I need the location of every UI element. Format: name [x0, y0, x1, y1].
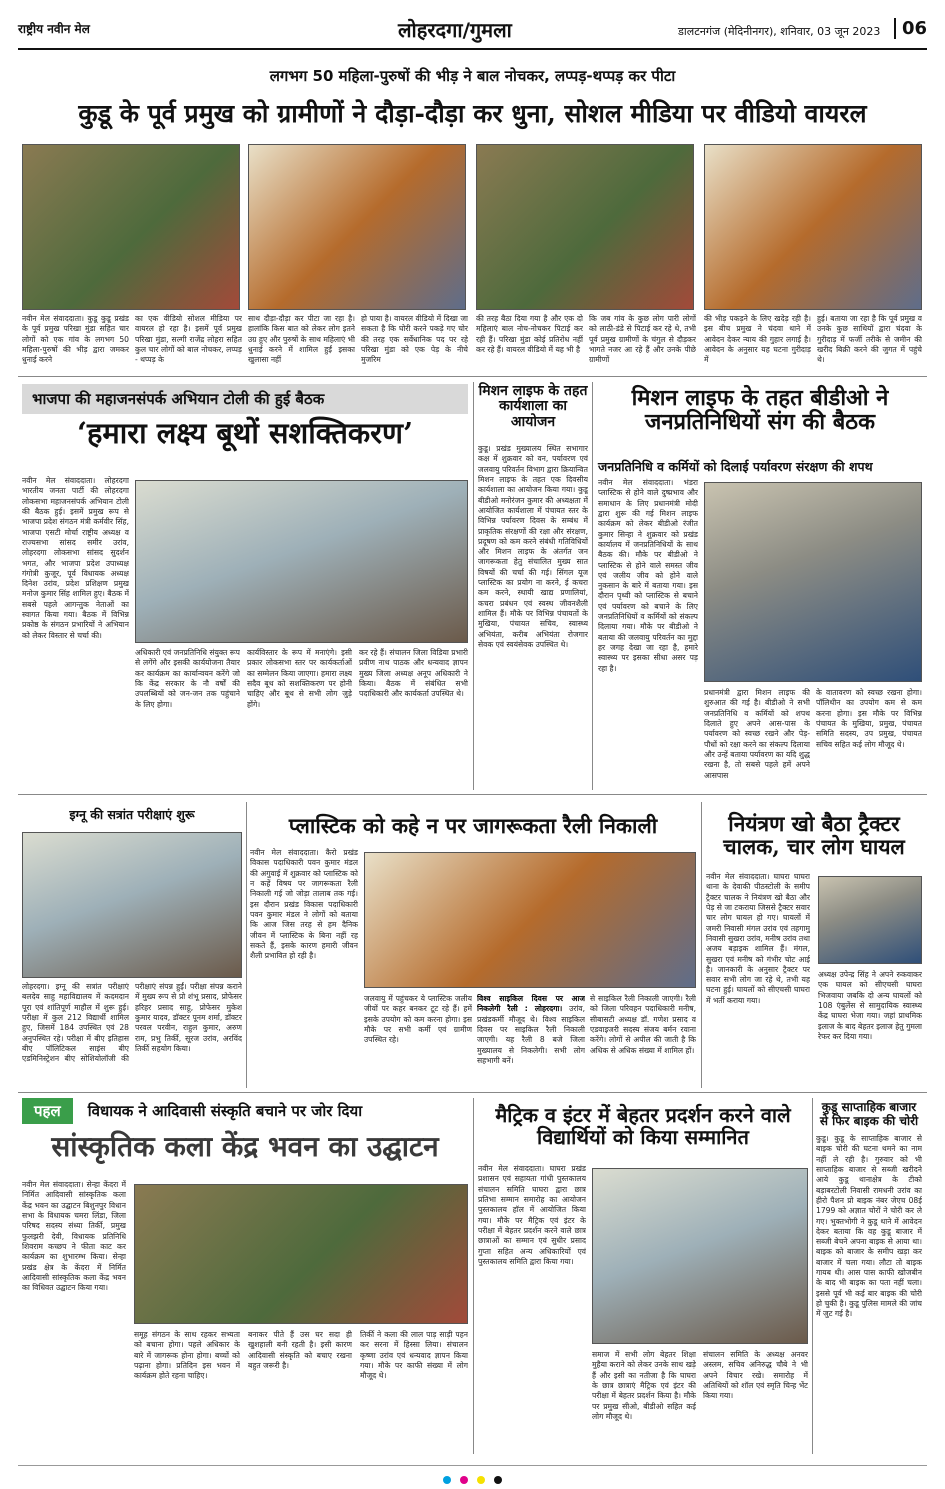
story2-col-3: कार्यविस्तार के रूप में मनाएंगे। इसी प्रकार लोकसभा स्तर पर कार्यकर्ताओं का सम्मेलन किया जाएगा। हमारा लक्ष्य सदैव बूथ को सशक्तिकरण पर होनी चाहिए और बूथ से सभी लोग जुड़े होंगे। — [247, 648, 352, 709]
story8-kicker: विधायक ने आदिवासी संस्कृति बचाने पर जोर दिया — [87, 1102, 363, 1120]
color-marks — [18, 1466, 927, 1488]
story4-col-1: नवीन मेल संवाददाता। भंडरा प्लास्टिक से होने वाले दुष्प्रभाव और समाधान के लिए प्रधानमंत्री मोदी द्वारा शुरू की गई मिशन लाइफ कार्यक्रम को लेकर बीडीओ रंजीत कुमार सिन्हा ने शुक्रवार को प्रखंड कार्यालय में जनप्रतिनिधियों के साथ बैठक की। मौके पर बीडीओ ने प्लास्टिक से होने वाले समस्त जीव एवं जलीय जीव को होने वाले नुकसान के बारे में बताया गया। इस दौरान पृथ्वी को प्लास्टिक से बचाने एवं पर्यावरण को बचाने के लिए जनप्रतिनिधियों व कर्मियों को संकल्प दिलाया गया। मौके पर बीडीओ ने बताया की जलवायु परिवर्तन का मुद्दा हर जगह देखा जा रहा है, हमारे स्वास्थ्य पर इसका सीधा असर पड़ रहा है। — [598, 478, 698, 673]
story2-col-2: अधिकारी एवं जनप्रतिनिधि संयुक्त रूप से लगेंगे और इसकी कार्ययोजना तैयार कर कार्यक्रम का कार्यान्वयन करेंगे जो कि केंद्र सरकार के नौ वर्षों की उपलब्धियों को जन-जन तक पहुंचाने के लिए होगा। — [135, 648, 240, 709]
story8-col-2: समूह संगठन के साथ रहकर सभ्यता को बचाना होगा। पहले अधिकार के बारे में जागरूक होना होगा। बच्चों को पढ़ाना होगा। प्रतिदिन इस भवन में कार्यक्रम होते रहना चाहिए। — [134, 1330, 240, 1381]
story6-col-3-title: विश्व साइकिल दिवस पर आज निकलेगी रैली : लोहरदगा। — [477, 994, 585, 1014]
story1-kicker: लगभग 50 महिला-पुरुषों की भीड़ ने बाल नोचकर, लप्पड़-थप्पड़ कर पीटा — [269, 67, 676, 85]
story1-col-6: कि जब गांव के कुछ लोग पारी लोगों को लाठी-डंडे से पिटाई कर रहे थे, तभी पूर्व प्रमुख ग्रामीणों के चंगुल से दौड़कर भागते नजर आ रहे हैं और उनके पीछे ग्रामीणों — [589, 314, 696, 365]
story10-headline: कुडू साप्ताहिक बाजार से फिर बाइक की चोरी — [819, 1100, 919, 1129]
story8-headline: सांस्कृतिक कला केंद्र भवन का उद्घाटन — [51, 1130, 439, 1163]
story1-photo-1 — [22, 144, 240, 310]
story1-col-3: साथ दौड़ा-दौड़ा कर पीटा जा रहा है। हालांकि किस बात को लेकर लोग इतने उग्र हुए और पुरुषों के साथ महिलाएं भी धुनाई करने में शामिल हुईं इसका खुलासा नहीं — [248, 314, 355, 365]
page-number: 06 — [894, 18, 927, 39]
divider — [246, 802, 247, 1088]
story3-body: कुडू। प्रखंड मुख्यालय स्थित सभागार कक्ष में शुक्रवार को वन, पर्यावरण एवं जलवायु परिवर्तन विभाग द्वारा क्रियान्वित मिशन लाइफ के तहत एक दिवसीय कार्यशाला का आयोजन किया गया। कुडू बीडीओ मनोरंजन कुमार की अध्यक्षता में आयोजित कार्यशाला में पंचायत स्तर के विभिन्न पर्यावरण दिवस के सम्बंध में प्राकृतिक संरक्षणों की रक्षा और संरक्षण, प्रदूषण को कम करने संबंधी गतिविधियों और मिशन लाइफ के अंतर्गत जन जागरूकता हेतु संचालित मुख्य सात विषयों की चर्चा की गई। सिंगल यूज प्लास्टिक का प्रयोग ना करने, ई कचरा कम करने, स्थायी खाद्य प्रणालियां, कचरा प्रबंधन एवं स्वस्थ जीवनशैली शामिल हैं। मौके पर विभिन्न पंचायतों के मुखिया, पंचायत सचिव, स्वास्थ्य अभियंता, करीब अभियंता रोजगार सेवक एवं स्वयंसेवक उपस्थित थे। — [478, 444, 588, 649]
story8-tag: पहल — [22, 1098, 73, 1124]
cyan-mark — [443, 1476, 451, 1484]
story9-col-3: संचालन समिति के अध्यक्ष अनवर अस्लम, सचिव अनिरुद्ध चौबे ने भी अपने विचार रखे। समारोह में अतिथियों को शॉल एवं स्मृति चिन्ह भेंट किया गया। — [703, 1350, 808, 1401]
story6-headline: प्लास्टिक को कहे न पर जागरूकता रैली निकाली — [288, 813, 658, 838]
story1-col-1: नवीन मेल संवाददाता। कुडू कुडू प्रखंड के पूर्व प्रमुख परिखा मुंडा सहित चार लोगों को एक गांव के लगभग 50 महिला-पुरुषों की भीड़ द्वारा जमकर धुनाई करने — [22, 314, 129, 365]
story1-photo-2 — [248, 144, 466, 310]
story8-col-1: नवीन मेल संवाददाता। सेन्हा केंदरा में निर्मित आदिवासी सांस्कृतिक कला केंद्र भवन का उद्घाटन बिशुनपुर विधान सभा के विधायक चमरा लिंडा, जिला परिषद सदस्य संध्या तिर्की, प्रमुख फुलझरी देवी, विधायक प्रतिनिधि शिवराम कच्छप ने फीता काट कर कार्यक्रम का शुभारम्भ किया। सेन्हा प्रखंड क्षेत्र के केंदरा में निर्मित आदिवासी सांस्कृतिक कला केंद्र भवन का विधिवत उद्घाटन किया गया। — [22, 1180, 126, 1293]
story7-body: नवीन मेल संवाददाता। घाघरा घाघरा थाना के देवाकी पीठस्टोली के समीप ट्रैक्टर चालक ने नियंत्रण खो बैठा और पेड़ से जा टकराया जिससे ट्रैक्टर सवार चार लोग घायल हो गए। घायलों में जमरी निवासी मंगल उरांव एवं तहगामु निवासी सुखरा उरांव, मनीष उरांव तथा अजय बड़ाइक शामिल हैं। मंगल, सुखरा एवं मनीष को गंभीर चोट आई है। जानकारी के अनुसार ट्रैक्टर पर सवार सभी लोग जा रहे थे, तभी यह घटना हुई। घायलों को सीएचसी घाघरा में भर्ती कराया गया। — [706, 872, 810, 1005]
story2-headline: ‘हमारा लक्ष्य बूथों सशक्तिकरण’ — [76, 416, 414, 450]
story1-headline: कुडू के पूर्व प्रमुख को ग्रामीणों ने दौड़ा-दौड़ा कर धुना, सोशल मीडिया पर वीडियो वायरल — [78, 99, 867, 128]
black-mark — [494, 1476, 502, 1484]
magenta-mark — [460, 1476, 468, 1484]
story1-col-7: की भीड़ पकड़ने के लिए खदेड़ रही है। इस बीच प्रमुख ने चंदवा थाने में आवेदन देकर न्याय की गुहार लगाई है। आवेदन के अनुसार यह घटना गुरीदाड़ में — [704, 314, 811, 365]
story7-headline: नियंत्रण खो बैठा ट्रैक्टर चालक, चार लोग घायल — [723, 811, 905, 860]
story1-col-5: की तरह बैठा दिया गया है और एक दो महिलाएं बाल नोच-नोचकर पिटाई कर रही हैं। परिखा मुंडा कोई प्रतिरोध नहीं कर रहे हैं। वायरल वीडियो में यह भी है — [476, 314, 583, 354]
story5-headline: इग्नू की सत्रांत परीक्षाएं शुरू — [69, 807, 195, 822]
story1-photo-3 — [476, 144, 694, 310]
story6-col-4: से साइकिल रैली निकाली जाएगी। रैली को जिला परिवहन पदाधिकारी मनीष, सीबासटी अध्यक्ष डॉ. गणेश प्रसाद व एडवाइजरी सदस्य संजय बर्मन रवाना करेंगे। लोगों से अपील की जाती है कि अधिक से अधिक संख्या में शामिल हों। — [590, 994, 696, 1055]
story1-photo-4 — [704, 144, 922, 310]
story8-kicker-bar — [22, 1098, 468, 1122]
story7-body-2: अध्यक्ष उपेन्द्र सिंह ने अपने रुकवाकर एक घायल को सीएचसी घाघरा भिजवाया जबकि दो अन्य घायलों को 108 एंबुलेंस से सामुदायिक स्वास्थ्य केंद्र घाघरा भेजा गया। जहां प्राथमिक इलाज के बाद बेहतर इलाज हेतु गुमला रेफर कर दिया गया। — [818, 970, 922, 1041]
story1-col-4: हो पाया है। वायरल वीडियो में दिखा जा सकता है कि घोरी करने पकड़े गए चोर की तरह एक सर्वेधानिक पद पर रहे परिखा मुंडा को एक पेड़ के नीचे मुजरिम — [361, 314, 468, 365]
story4-photo — [704, 482, 922, 682]
story2-banner: भाजपा की महाजनसंपर्क अभियान टोली की हुई बैठक — [22, 384, 468, 414]
story9-headline: मैट्रिक व इंटर में बेहतर प्रदर्शन करने वाले विद्यार्थियों को किया सम्मानित — [495, 1103, 791, 1149]
story6-col-3-body: उरांव, प्रखंडकर्मी मौजूद थे। विश्व साइकिल दिवस पर साइकिल रैली निकाली जाएगी। यह रैली 8 बजे जिला मुख्यालय से निकलेगी। सभी लोग सहभागी बनें। — [477, 1004, 585, 1065]
section-title: लोहरदगा/गुमला — [398, 18, 512, 42]
story9-photo — [592, 1168, 808, 1344]
yellow-mark — [477, 1476, 485, 1484]
story4-subhead: जनप्रतिनिधि व कर्मियों को दिलाई पर्यावरण संरक्षण की शपथ — [598, 459, 873, 474]
newspaper-logo: राष्ट्रीय नवीन मेल — [18, 22, 90, 36]
story5-body: लोहरदगा। इग्नू की सत्रांत परीक्षाएं बलदेव साहु महाविद्यालय में कदमदान पूरा एवं शांतिपूर्ण माहौल में शुरू हुई। परीक्षा में कुल 212 विद्यार्थी शामिल हुए, जिसमें 184 उपस्थित एवं 28 अनुपस्थित रहे। परीक्षा में बीए इतिहास बीए पॉलिटिकल साइंस बीए एडमिनिस्ट्रेशन बीए सोशियोलॉजी की परीक्षाएं संपन्न हुईं। परीक्षा संपन्न कराने में मुख्य रूप से प्रो शंभू प्रसाद, प्रोफेसर हरिहर प्रसाद साहू, प्रोफेसर मुकेश कुमार यादव, डॉक्टर पूनम शर्मा, डॉक्टर परवल परवीन, राहुल कुमार, अरुण राम, प्रभु तिर्की, सूरज उरांव, अरविंद तिर्की सहयोग किया। — [22, 982, 242, 1064]
divider — [18, 1092, 927, 1093]
story6-col-3 — [477, 994, 585, 1086]
story8-col-4: तिर्की ने कला की लाल पाड़ साड़ी पहन कर सरना में हिस्सा लिया। संचालन कृष्णा उरांव एवं धन्यवाद ज्ञापन किया गया। मौके पर काफी संख्या में लोग मौजूद थे। — [360, 1330, 468, 1381]
story5-photo — [22, 832, 242, 978]
divider — [701, 802, 702, 1088]
story4-col-3: के वातावरण को स्वच्छ रखना होगा। पॉलिथीन का उपयोग कम से कम करना होगा। इस मौके पर विभिन्न पंचायत के मुखिया, प्रमुख, पंचायत समिति सदस्य, उप प्रमुख, पंचायत सचिव सहित कई लोग मौजूद थे। — [816, 688, 922, 749]
story7-photo — [818, 876, 922, 964]
story8-photo — [134, 1184, 468, 1324]
divider — [592, 382, 593, 790]
story6-photo — [364, 852, 696, 988]
story6-col-1: नवीन मेल संवाददाता। कैरो प्रखंड विकास पदाधिकारी पवन कुमार मंडल की अगुवाई में शुक्रवार को प्लास्टिक को न कहें विषय पर जागरूकता रैली निकाली गई जो जोड़ा तालाब तक गई। इस दौरान प्रखंड विकास पदाधिकारी पवन कुमार मंडल ने लोगों को बताया कि आज जिस तरह से हम दैनिक जीवन में प्लास्टिक के बिना नहीं रह सकते हैं, इसके कारण हमारी जीवन शैली प्रभावित हो रही है। — [250, 848, 358, 961]
story2-col-4: कर रहे हैं। संचालन जिला विडिया प्रभारी प्रवीण नाथ पाठक और धन्यवाद ज्ञापन मुख्य जिला अध्यक्ष अनूप अधिकारी ने किया। बैठक में संबंधित सभी पदाधिकारी और कार्यकर्ता उपस्थित थे। — [359, 648, 468, 699]
story2-photo — [135, 480, 468, 643]
story4-headline: मिशन लाइफ के तहत बीडीओ ने जनप्रतिनिधियों संग की बैठक — [631, 385, 889, 436]
story10-body: कुडू। कुडू के साप्ताहिक बाजार से बाइक चोरी की घटना थमने का नाम नहीं ले रही है। गुरुवार को भी साप्ताहिक बाजार से सब्जी खरीदने आये कुडू थानाक्षेत्र के टीको बड़ाबरटोली निवासी रामधनी उरांव का हीरो पैशन प्रो बाइक नंबर जेएच 08ई 1799 को अज्ञात चोरों ने चोरी कर ले गए। भुक्तभोगी ने कुडू थाने में आवेदन देकर बताया कि वह कुडू बाजार में सब्जी बेचने अपना बाइक से आया था। बाइक को बाजार के समीप खड़ा कर बाजार में चला गया। लौटा तो बाइक गायब थी। आस पास काफी खोजबीन के बाद भी बाइक का पता नहीं चला। इससे पूर्व भी कई बार बाइक की चोरी हो चुकी है। कुडू पुलिस मामले की जांच में जुट गई है। — [816, 1134, 922, 1319]
story1-col-8: हुई। बताया जा रहा है कि पूर्व प्रमुख व उनके कुछ साथियों द्वारा चंदवा के गुरीदाड़ में फर्जी तरीके से जमीन की खरीद बिक्री करने की जुगत में पहुंचे थे। — [817, 314, 922, 365]
divider — [473, 382, 474, 790]
story4-col-2: प्रधानमंत्री द्वारा मिशन लाइफ की शुरुआत की गई है। बीडीओ ने सभी जनप्रतिनिधि व कर्मियों को शपथ दिलाते हुए अपने आस-पास के पर्यावरण को स्वच्छ रखने और पेड़-पौधों को रक्षा करने का संकल्प दिलाया और उन्हें बताया पर्यावरण का यदि शुद्ध रखना है, तो सबसे पहले हमें अपने आसपास — [704, 688, 810, 780]
story6-col-2: जलवायु में पहुंचकर ये प्लास्टिक जलीय जीवों पर कहर बनकर टूट रहे हैं। हमें इसके उपयोग को कम करना होगा। इस मौके पर सभी कर्मी एवं ग्रामीण उपस्थित रहे। — [364, 994, 472, 1045]
masthead — [18, 14, 927, 50]
divider — [18, 376, 927, 377]
print-registration-bar — [18, 1465, 927, 1481]
divider — [812, 1098, 813, 1454]
story8-col-3: बनाकर पीते हैं उस घर सदा ही खुशहाली बनी रहती है। इसी कारण आदिवासी संस्कृति को बचाए रखना बहुत जरूरी है। — [248, 1330, 352, 1370]
story9-col-1: नवीन मेल संवाददाता। घाघरा प्रखंड प्रशासन एवं सहायता गांधी पुस्तकालय संचालन समिति घाघरा द्वारा छात्र प्रतिभा सम्मान समारोह का आयोजन पुस्तकालय हॉल में आयोजित किया गया। मौके पर मैट्रिक एवं इंटर के परीक्षा में बेहतर प्रदर्शन करने वाले छात्र छात्राओं का सम्मान एवं सुधीर प्रसाद गुप्ता सहित अन्य अधिकारियों एवं पुस्तकालय समिति द्वारा किया गया। — [478, 1164, 586, 1266]
story1-col-2: का एक वीडियो सोशल मीडिया पर वायरल हो रहा है। इसमें पूर्व प्रमुख परिखा मुंडा, सल्गी राजेंद्र लोहरा सहित कुल चार लोगों को बाल नोचकर, लप्पड़ - थप्पड़ के — [135, 314, 242, 365]
divider — [473, 1098, 474, 1454]
story2-col-1: नवीन मेल संवाददाता। लोहरदगा भारतीय जनता पार्टी की लोहरदगा लोकसभा महाजनसंपर्क अभियान टोली की बैठक हुई। इसमें प्रमुख रूप से भाजपा प्रदेश संगठन मंत्री कर्मवीर सिंह, भाजपा एसटी मोर्चा राष्ट्रीय अध्यक्ष व राज्यसभा सांसद समीर उरांव, लोहरदगा लोकसभा सांसद सुदर्शन भगत, और भाजपा प्रदेश उपाध्यक्ष गंगोत्री कुजूर, पूर्व विधायक अध्यक्ष दिनेश उरांव, प्रदेश प्रशिक्षण प्रमुख मनोज कुमार सिंह शामिल हुए। बैठक में सबसे पहले आगन्तुक नेताओं का स्वागत किया गया। बैठक में विभिन्न प्रकोष्ठ के संगठन प्रभारियों ने अभियान को लेकर विस्तार से चर्चा की। — [22, 476, 129, 640]
story9-col-2: समाज में सभी लोग बेहतर शिक्षा मुहैया कराने को लेकर उनके साथ खड़े हैं और इसी का नतीजा है कि घाघरा के छात्र छात्राएं मैट्रिक एवं इंटर की परीक्षा में बेहतर प्रदर्शन किया है। मौके पर प्रमुख सीओ, बीडीओ सहित कई लोग मौजूद थे। — [592, 1350, 696, 1421]
story3-headline: मिशन लाइफ के तहत कार्यशाला का आयोजन — [478, 383, 588, 430]
divider — [18, 794, 927, 795]
edition-date: डालटनगंज (मेदिनीनगर), शनिवार, 03 जून 2023 — [678, 25, 881, 38]
